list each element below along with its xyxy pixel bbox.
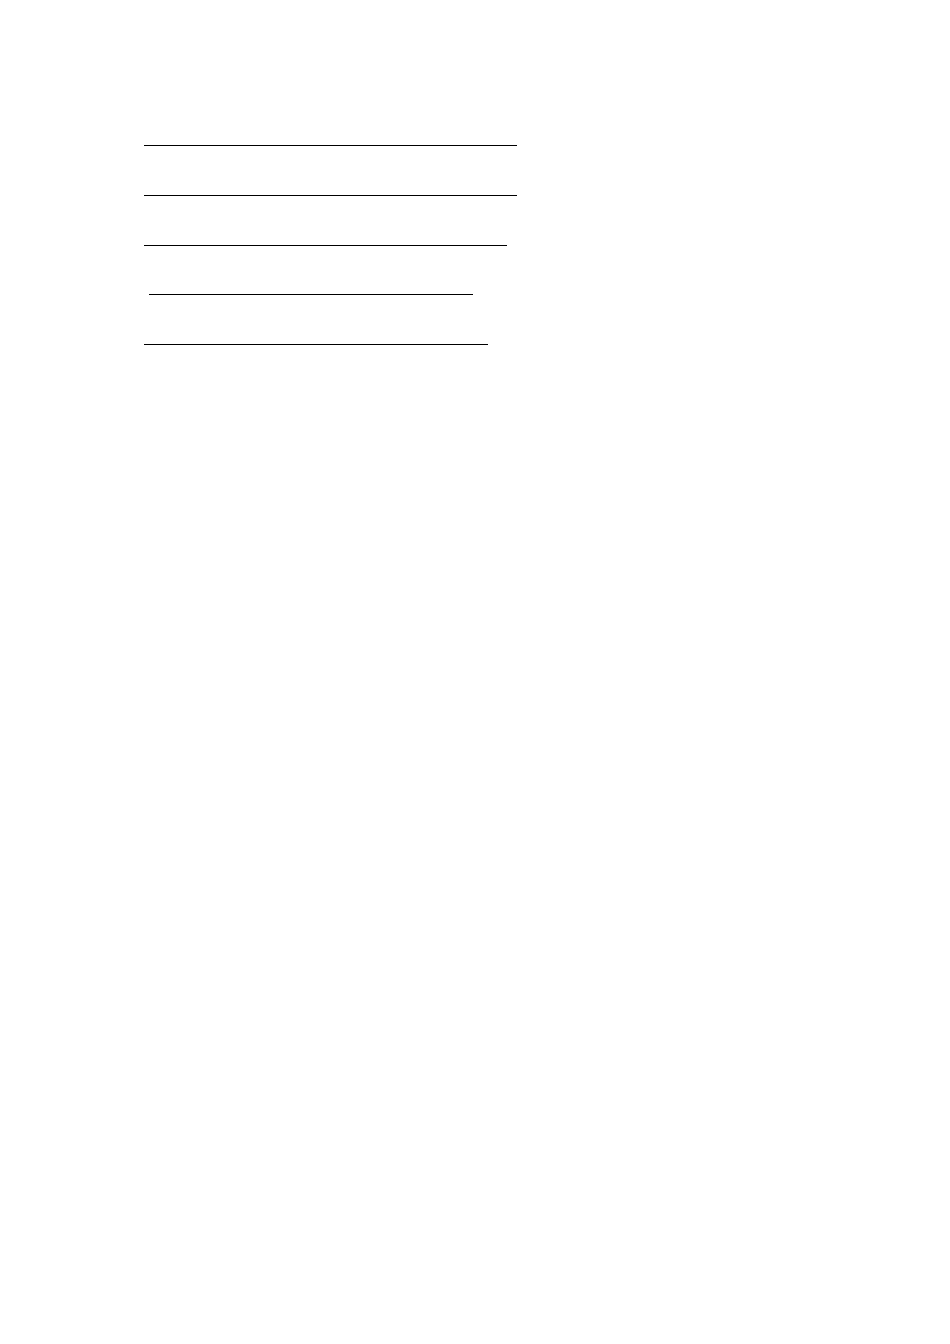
answer-line bbox=[144, 195, 517, 196]
answer-line bbox=[144, 145, 517, 146]
answer-line bbox=[149, 294, 473, 295]
answer-line bbox=[144, 245, 507, 246]
answer-line bbox=[144, 344, 488, 345]
